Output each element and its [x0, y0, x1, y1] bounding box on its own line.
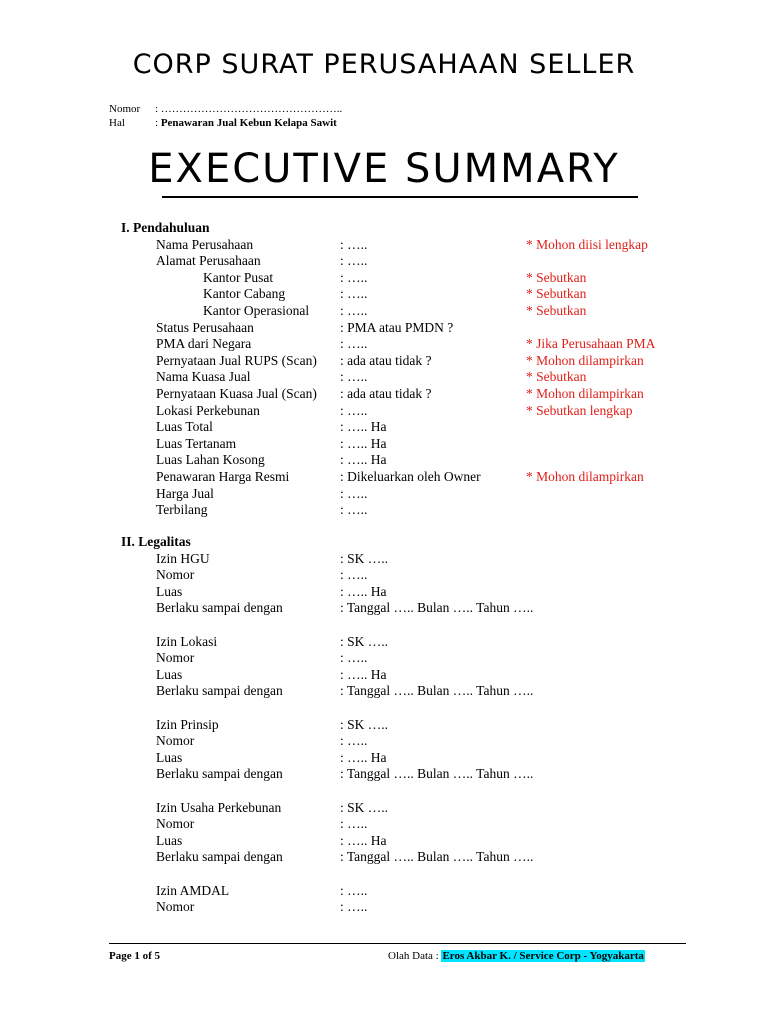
field-label: Luas	[156, 583, 183, 599]
field-label: Izin Lokasi	[156, 633, 218, 649]
field-row	[156, 452, 716, 469]
field-label: Nama Kuasa Jual	[156, 369, 251, 385]
field-row	[156, 634, 716, 651]
field-label: Luas	[156, 832, 183, 848]
field-label: Nomor	[156, 816, 195, 831]
nomor-label: Nomor	[109, 103, 141, 115]
field-row	[156, 816, 716, 833]
field-label: Terbilang	[156, 502, 208, 518]
field-note: * Mohon dilampirkan	[526, 385, 644, 401]
field-label: PMA dari Negara	[156, 336, 252, 352]
field-row	[156, 253, 716, 270]
field-row	[156, 353, 716, 370]
field-value: : …..	[340, 733, 368, 748]
field-label: Harga Jual	[156, 485, 214, 501]
field-label: Kantor Cabang	[203, 286, 286, 302]
field-value: : ada atau tidak ?	[340, 352, 432, 368]
hal-prefix: :	[155, 117, 161, 129]
field-value: : SK …..	[340, 716, 389, 732]
footer-divider	[109, 943, 686, 944]
field-value: : …..	[340, 369, 368, 385]
field-value: : ….. Ha	[340, 452, 387, 468]
field-row	[156, 800, 716, 817]
field-row	[156, 486, 716, 503]
field-row	[156, 419, 716, 436]
field-row	[156, 683, 716, 700]
field-row	[156, 667, 716, 684]
company-header: CORP SURAT PERUSAHAAN SELLER	[132, 49, 636, 80]
field-value: : …..	[340, 302, 368, 318]
field-value: : …..	[340, 882, 368, 898]
field-label: Nomor	[156, 733, 195, 748]
field-note: * Sebutkan lengkap	[526, 402, 633, 418]
field-note: * Mohon diisi lengkap	[526, 236, 648, 252]
field-value: : ….. Ha	[340, 583, 387, 599]
footer-credit	[388, 950, 645, 962]
field-label: Kantor Pusat	[203, 269, 274, 285]
field-value: : …..	[340, 567, 368, 582]
field-row	[156, 386, 716, 403]
field-row	[156, 584, 716, 601]
field-note: * Sebutkan	[526, 286, 587, 302]
nomor-value: : …………………………………………..	[155, 103, 343, 115]
title-underline	[162, 196, 638, 198]
nomor-line	[109, 102, 342, 116]
field-row	[156, 883, 716, 900]
field-row	[156, 899, 716, 916]
field-row	[156, 336, 716, 353]
field-label: Nama Perusahaan	[156, 236, 254, 252]
field-row	[156, 551, 716, 568]
field-note: * Mohon dilampirkan	[526, 352, 644, 368]
page-title: EXECUTIVE SUMMARY	[148, 146, 620, 192]
field-value: : ….. Ha	[340, 419, 387, 435]
field-row	[156, 717, 716, 734]
field-row	[156, 502, 716, 519]
field-label: Alamat Perusahaan	[156, 253, 261, 269]
field-label: Luas	[156, 666, 183, 682]
field-row	[156, 650, 716, 667]
field-row	[156, 369, 716, 386]
field-value: : Tanggal ….. Bulan ….. Tahun …..	[340, 766, 534, 781]
field-label: Nomor	[156, 567, 195, 582]
field-value: : ….. Ha	[340, 832, 387, 848]
field-label: Penawaran Harga Resmi	[156, 468, 290, 484]
field-value: : …..	[340, 336, 368, 352]
field-value: : Tanggal ….. Bulan ….. Tahun …..	[340, 683, 534, 698]
field-value: : …..	[340, 485, 368, 501]
field-label: Berlaku sampai dengan	[156, 849, 283, 864]
field-value: : …..	[340, 650, 368, 665]
field-label: Berlaku sampai dengan	[156, 766, 283, 781]
field-label: Luas	[156, 749, 183, 765]
field-row	[156, 436, 716, 453]
field-label: Izin Usaha Perkebunan	[156, 799, 282, 815]
field-label: Berlaku sampai dengan	[156, 600, 283, 615]
field-label: Lokasi Perkebunan	[156, 402, 260, 418]
section-heading-legalitas: II. Legalitas	[121, 534, 191, 549]
field-label: Luas Lahan Kosong	[156, 452, 265, 468]
hal-label: Hal	[109, 117, 125, 129]
field-value: : …..	[340, 269, 368, 285]
field-value: : PMA atau PMDN ?	[340, 319, 454, 335]
field-note: * Sebutkan	[526, 269, 587, 285]
field-label: Nomor	[156, 650, 195, 665]
field-note: * Jika Perusahaan PMA	[526, 336, 656, 352]
field-value: : …..	[340, 899, 368, 914]
field-value: : …..	[340, 236, 368, 252]
field-row	[156, 567, 716, 584]
field-label: Status Perusahaan	[156, 319, 254, 335]
field-row	[156, 320, 716, 337]
field-value: : Tanggal ….. Bulan ….. Tahun …..	[340, 849, 534, 864]
field-row	[156, 286, 716, 303]
field-row	[156, 469, 716, 486]
field-value: : SK …..	[340, 550, 389, 566]
field-label: Nomor	[156, 899, 195, 914]
field-value: : Tanggal ….. Bulan ….. Tahun …..	[340, 600, 534, 615]
field-value: : ….. Ha	[340, 666, 387, 682]
field-label: Izin Prinsip	[156, 716, 219, 732]
field-label: Pernyataan Kuasa Jual (Scan)	[156, 385, 317, 401]
field-row	[156, 303, 716, 320]
field-note: * Sebutkan	[526, 369, 587, 385]
section-heading-pendahuluan: I. Pendahuluan	[121, 220, 210, 235]
hal-value: Penawaran Jual Kebun Kelapa Sawit	[160, 117, 337, 129]
field-value: : …..	[340, 816, 368, 831]
field-label: Izin HGU	[156, 550, 210, 566]
field-row	[156, 849, 716, 866]
field-value: : …..	[340, 286, 368, 302]
field-note: * Mohon dilampirkan	[526, 468, 644, 484]
field-value: : …..	[340, 502, 368, 518]
field-row	[156, 270, 716, 287]
page-number: Page 1 of 5	[109, 950, 161, 962]
hal-line	[109, 116, 337, 130]
field-label: Kantor Operasional	[203, 302, 310, 318]
field-value: : …..	[340, 402, 368, 418]
field-label: Izin AMDAL	[156, 882, 230, 898]
field-label: Berlaku sampai dengan	[156, 683, 283, 698]
credit-highlight: Eros Akbar K. / Service Corp - Yogyakarta	[442, 950, 644, 962]
field-row	[156, 733, 716, 750]
olah-label: Olah Data :	[388, 950, 442, 962]
field-row	[156, 600, 716, 617]
field-value: : ada atau tidak ?	[340, 385, 432, 401]
field-row	[156, 766, 716, 783]
field-label: Pernyataan Jual RUPS (Scan)	[156, 352, 317, 368]
field-note: * Sebutkan	[526, 302, 587, 318]
field-value: : ….. Ha	[340, 435, 387, 451]
field-label: Luas Total	[156, 419, 213, 435]
field-value: : …..	[340, 253, 368, 269]
field-row	[156, 750, 716, 767]
field-value: : SK …..	[340, 799, 389, 815]
field-row	[156, 403, 716, 420]
field-row	[156, 237, 716, 254]
field-value: : SK …..	[340, 633, 389, 649]
field-label: Luas Tertanam	[156, 435, 237, 451]
field-value: : ….. Ha	[340, 749, 387, 765]
field-value: : Dikeluarkan oleh Owner	[340, 468, 481, 484]
field-row	[156, 833, 716, 850]
